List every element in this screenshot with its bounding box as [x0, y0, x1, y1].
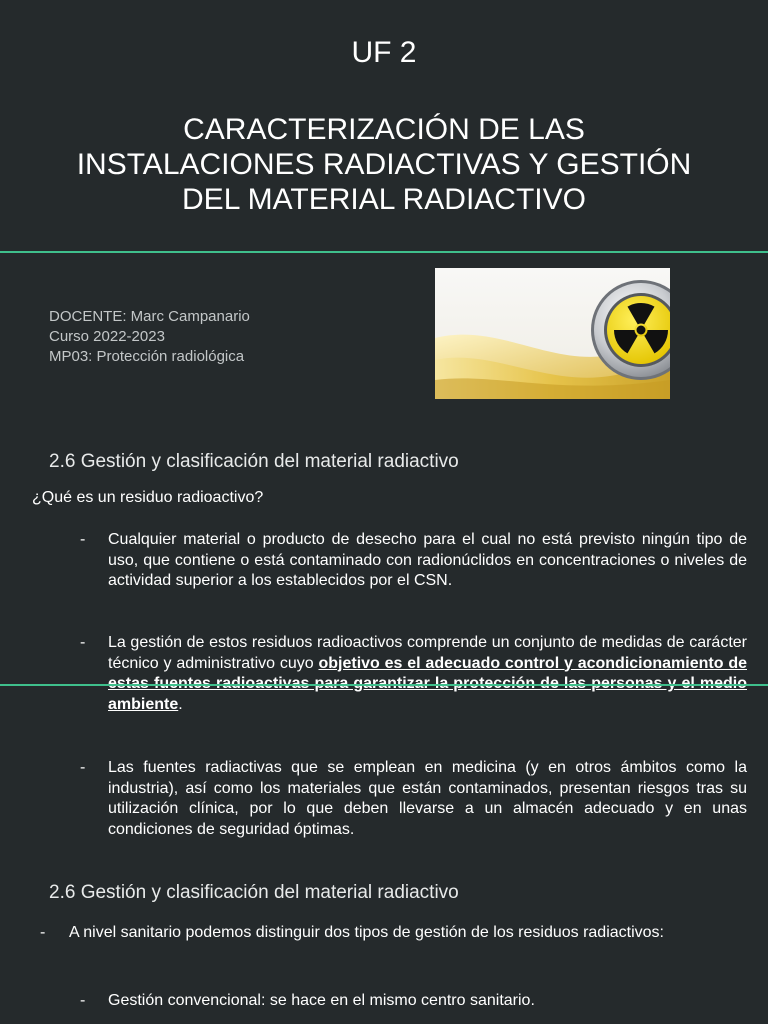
bullet-dash: - [80, 531, 86, 548]
bullet-dash: - [80, 759, 86, 776]
bullet-text: A nivel sanitario podemos distinguir dos tipos de gestión de los residuos radiactivos: [69, 924, 664, 941]
bullet-dash: - [80, 634, 86, 651]
bullet-text: Las fuentes radiactivas que se emplean en medicina (y en otros ámbitos como la industria), así como los materiales que están contaminados, presentan riesgos tras su utilización clínica, por lo que deben llevarse a un almacén adecuado y en unas condiciones de seguridad óptimas. [108, 759, 747, 838]
bullet-dash: - [80, 992, 86, 1009]
unit-title: UF 2 [351, 36, 417, 69]
section-heading-gestion: 2.6 Gestión y clasificación del material radiactivo [49, 882, 459, 903]
bullet-text-after: . [178, 695, 183, 713]
bullet-text [108, 633, 747, 715]
bullet-dash: - [40, 924, 46, 941]
bullet-emphasis: objetivo es el adecuado control y acondicionamiento de ambiente [108, 654, 747, 713]
bullet-residuo-definition [80, 530, 747, 592]
section-heading-gestion: 2.6 Gestión y clasificación del material radiactivo [49, 451, 459, 472]
bullet-text: Cualquier material o producto de desecho para el cual no está previsto ningún tipo de uso, que contiene o está contaminado con radionúclidos en concentraciones o niveles de actividad superior a los establecidos por el CSN. [108, 531, 747, 589]
question-text: ¿Qué es un residuo radioactivo? [32, 489, 264, 506]
radiation-image [435, 268, 670, 399]
bullet-text: Gestión convencional: se hace en el mismo centro sanitario. [108, 992, 535, 1009]
bullet-gestion-convencional [80, 991, 747, 1012]
slide-title-line-3: DEL MATERIAL RADIACTIVO [182, 183, 586, 216]
bullet-text-before: La gestión de estos residuos radioactivos comprende un conjunto de medidas de carácter técnico y administrativo cuyo [108, 634, 747, 672]
course-info [49, 307, 250, 367]
bullet-fuentes-radiactivas [80, 758, 747, 840]
bullet-gestion-residuos [80, 633, 747, 715]
radiation-trefoil-icon [435, 268, 670, 399]
slide-title-line-1: CARACTERIZACIÓN DE LAS [183, 113, 585, 146]
module-line: MP03: Protección radiológica [49, 348, 245, 365]
course-year-line: Curso 2022-2023 [49, 328, 165, 345]
teacher-line: DOCENTE: Marc Campanario [49, 308, 250, 325]
accent-divider [0, 684, 768, 686]
accent-divider [0, 251, 768, 253]
bullet-tipos-gestion [40, 923, 747, 944]
slide-title [0, 112, 768, 217]
slide-title-line-2: INSTALACIONES RADIACTIVAS Y GESTIÓN [76, 148, 692, 181]
